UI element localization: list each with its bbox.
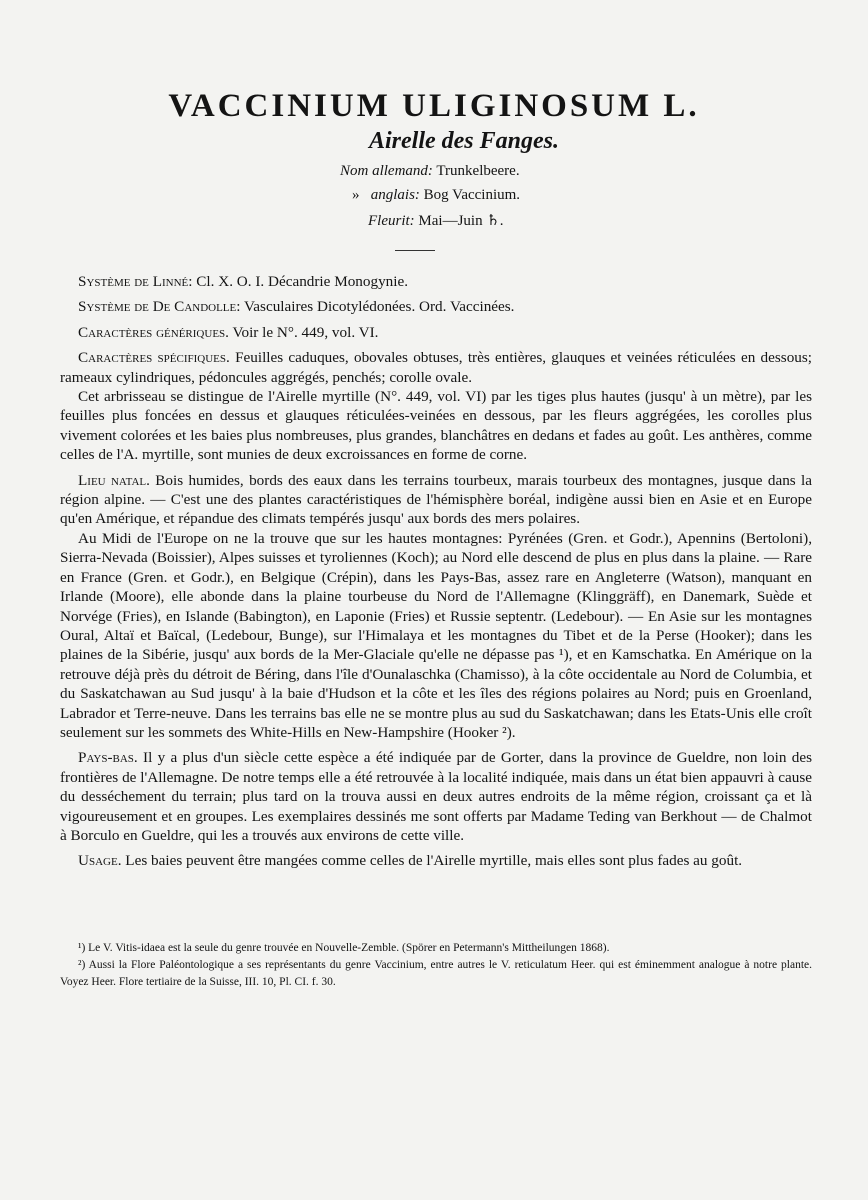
footnote-1: ¹) Le V. Vitis-idaea est la seule du genre trouvée en Nouvelle-Zemble. (Spörer en Petermann's Mittheilungen 1868). [78, 942, 610, 954]
habitat-section [60, 471, 812, 529]
usage-label: Usage. [78, 852, 122, 870]
candolle-label: Système de De Candolle: [78, 298, 241, 316]
distribution-paragraph: Au Midi de l'Europe on ne la trouve que sur les hautes montagnes: Pyrénées (Gren. et Godr.), Apennins (Bertoloni), Sierra-Nevada (Boissier), Alpes suisses et tyroliennes (Koch); au Nord elle descend de plus en plus dans la plaine. — Rare en France (Gren. et Godr.), en Belgique (Crépin), dans les Pays-Bas, assez rare en Angleterre (Watson), manquant en Irlande (Moore), elle abonde dans la plaine tourbeuse du Nord de l'Allemagne (Klinggräff), en Danemark, Suède et Norvége (Fries), en Islande (Babington), en Laponie (Fries) et Russie septentr. (Ledebour). — En Asie sur les montagnes Oural, Altaï et Baïcal, (Ledebour, Bunge), sur l'Himalaya et les montagnes du Tibet et de la Perse (Hooker); dans les plaines de la Sibérie, jusqu' aux bords de la Mer-Glaciale qu'elle ne dépasse pas ¹), et en Kamschatka. En Amérique on la retrouve déjà près du détroit de Béring, dans l'île d'Ounalaschka (Chamisso), à la côte occidentale au Nord de Columbia, et du Saskatchawan au Sud jusqu' à la baie d'Hudson et la côte et les îles des régions polaires au Nord; puis en Groenland, Labrador et Terre-neuve. Dans les terrains bas elle ne se montre plus au sud du Saskatchawan; dans les Etats-Unis elle croît seulement sur les sommets des White-Hills en New-Hampshire (Hooker ²). [60, 529, 812, 741]
specific-label: Caractères spécifiques. [78, 349, 230, 367]
generic-text: Voir le N°. 449, vol. VI. [232, 323, 379, 341]
english-name-row [352, 187, 520, 204]
candolle-text: Vasculaires Dicotylédonées. Ord. Vaccinées. [244, 298, 515, 316]
paysbas-section [60, 748, 812, 845]
linne-label: Système de Linné: [78, 273, 193, 290]
bloom-label: Fleurit: [368, 213, 415, 229]
usage-section [60, 851, 812, 870]
usage-text: Les baies peuvent être mangées comme celles de l'Airelle myrtille, mais elles sont plus fades au goût. [125, 852, 743, 870]
ditto-mark: » [352, 187, 360, 203]
german-name-value: Trunkelbeere. [436, 163, 520, 179]
paysbas-text: Il y a plus d'un siècle cette espèce a été indiquée par de Gorter, dans la province de Gueldre, non loin des frontières de l'Allemagne. De notre temps elle a été retrouvée à la localité indiquée, mais dans un état bien appauvri à cause du desséchement du terrain; plus tard on la trouva aussi en deux autres endroits de la même région, croissant ça et là vigoureusement et en groupes. Les exemplaires dessinés me sont offerts par Madame Teding van Berkhout — de Chalmot à Borculo en Gueldre, qui les a trouvés aux environs de cette ville. [60, 749, 812, 844]
specific-section [60, 348, 812, 387]
habitat-label: Lieu natal. [78, 471, 150, 489]
english-name-label: anglais: [370, 187, 420, 203]
page-title: VACCINIUM ULIGINOSUM L. [168, 88, 700, 124]
generic-label: Caractères génériques. [78, 323, 229, 341]
title-divider [395, 250, 435, 251]
candolle-section [60, 297, 812, 316]
body-text [60, 272, 812, 877]
footnotes [60, 940, 812, 991]
bloom-row [368, 211, 504, 230]
specific-text: Feuilles caduques, obovales obtuses, très entières, glauques et veinées réticulées en dessous; rameaux cylindriques, pédoncules aggrégés, penchés; corolle ovale. [60, 349, 813, 386]
linne-section [60, 272, 812, 291]
german-name-row [340, 163, 520, 180]
footnote-2: ²) Aussi la Flore Paléontologique a ses représentants du genre Vaccinium, entre autres le V. reticulatum Heer. qui est éminemment analogue à notre plante. Voyez Heer. Flore tertiaire de la Suisse, III. 10, Pl. CI. f. 30. [60, 959, 812, 988]
german-name-label: Nom allemand: [340, 163, 433, 179]
habitat-text: Bois humides, bords des eaux dans les terrains tourbeux, marais tourbeux des montagnes, jusque dans la région alpine. — C'est une des plantes caractéristiques de l'hémisphère boréal, indigène aussi bien en Asie et en Europe qu'en Amérique, et répandue des climats tempérés jusqu' aux bords des mers polaires. [60, 471, 812, 528]
english-name-value: Bog Vaccinium. [423, 187, 521, 203]
distinction-paragraph: Cet arbrisseau se distingue de l'Airelle myrtille (N°. 449, vol. VI) par les tiges plus hautes (jusqu' à un mètre), par les feuilles plus foncées en dessus et glauques réticulées-veinées en dessous, par les fleurs aggrégées, les corolles plus vivement colorées et les baies plus nombreuses, plus grandes, blanchâtres en dedans et fades au goût. Les anthères, comme celles de l'A. myrtille, sont munies de deux excroissances en forme de corne. [60, 388, 812, 464]
paysbas-label: Pays-bas. [78, 749, 138, 767]
generic-section [60, 323, 812, 342]
linne-text: Cl. X. O. I. Décandrie Monogynie. [196, 273, 409, 290]
bloom-value: Mai—Juin ♄. [418, 213, 504, 229]
page-subtitle: Airelle des Fanges. [369, 128, 559, 154]
